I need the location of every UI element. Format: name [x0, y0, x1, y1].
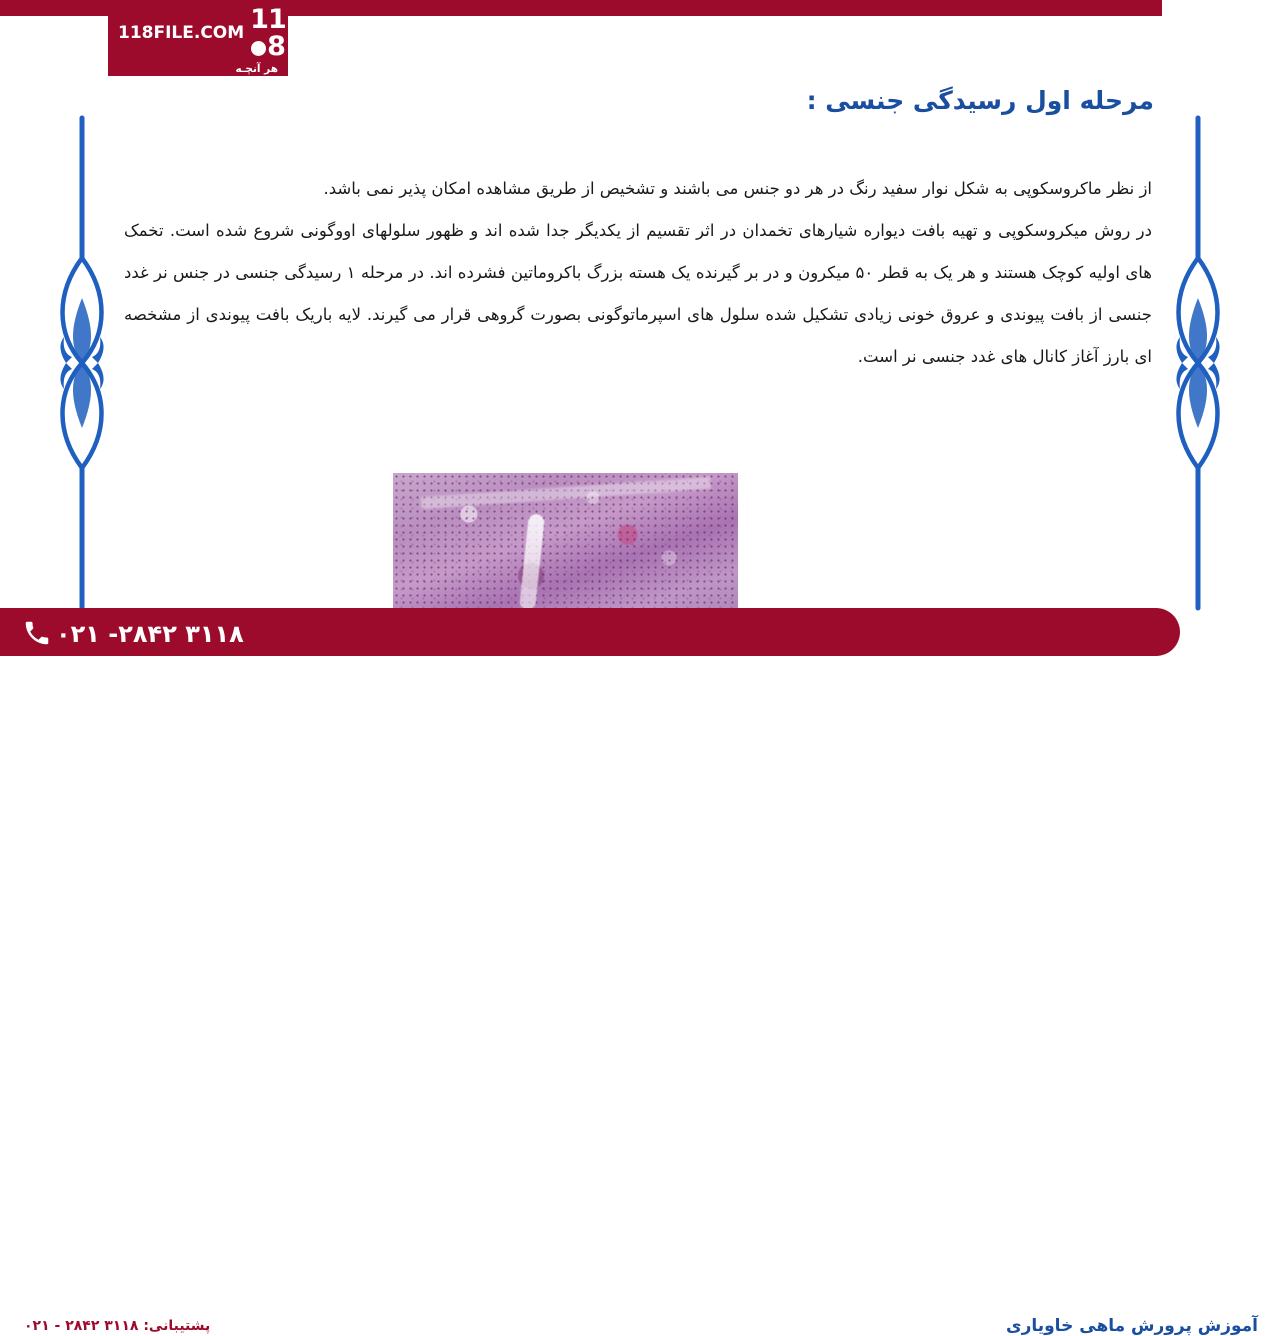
- logo-badge: FILE: [118, 99, 149, 111]
- ornament-left: [54, 118, 110, 608]
- phone-icon: [22, 618, 52, 648]
- logo-domain-text: 118FILE.COM: [118, 22, 245, 43]
- site-logo[interactable]: [108, 0, 288, 110]
- footer-clip: [0, 690, 1280, 720]
- logo-tagline-line2: میـ‌خـــواهیــد...: [198, 79, 278, 92]
- ornament-right-icon: [1170, 118, 1226, 608]
- phone-number[interactable]: ۰۲۱ -۲۸۴۲ ۳۱۱۸: [56, 620, 244, 648]
- paragraph-2: در روش میکروسکوپی و تهیه بافت دیواره شیارهای تخمدان در اثر تقسیم از یکدیگر جدا شده اند و ظهور سلولهای اووگونی شروع شده است. تخمک های اولیه کوچک هستند و هر یک به قطر ۵۰ میکرون و در بر گیرنده یک هسته بزرگ باکروماتین فشرده اند. در مرحله ۱ رسیدگی جنسی در جنس نر غدد جنسی از بافت پیوندی و عروق خونی زیادی تشکیل شده سلول های اسپرماتوگونی بصورت گروهی قرار می گیرند. لایه باریک بافت پیوندی از مشخصه ای بارز آغاز کانال های غدد جنسی نر است.: [124, 221, 1152, 367]
- page-title: مرحله اول رسیدگی جنسی :: [806, 86, 1154, 115]
- paragraph-1: از نظر ماکروسکوپی به شکل نوار سفید رنگ در هر دو جنس می باشند و تشخیص از طریق مشاهده امکان پذیر نمی باشد.: [323, 179, 1152, 198]
- body-text: [124, 168, 1152, 378]
- footer-course-title: آموزش پرورش ماهی خاویاری: [1005, 1316, 1258, 1336]
- logo-mark: 118: [250, 4, 286, 62]
- ornament-left-icon: [54, 118, 110, 608]
- logo-dot-icon: [251, 41, 266, 56]
- logo-row: [118, 4, 286, 62]
- histology-image: [393, 473, 738, 610]
- logo-tagline-line1: هر آنچـه: [235, 63, 278, 75]
- footer-support-text: پشتیبانی: ۳۱۱۸ ۲۸۴۲ - ۰۲۱: [24, 1318, 211, 1334]
- top-accent-bar-gap: [1162, 0, 1280, 16]
- ornament-right: [1170, 118, 1226, 608]
